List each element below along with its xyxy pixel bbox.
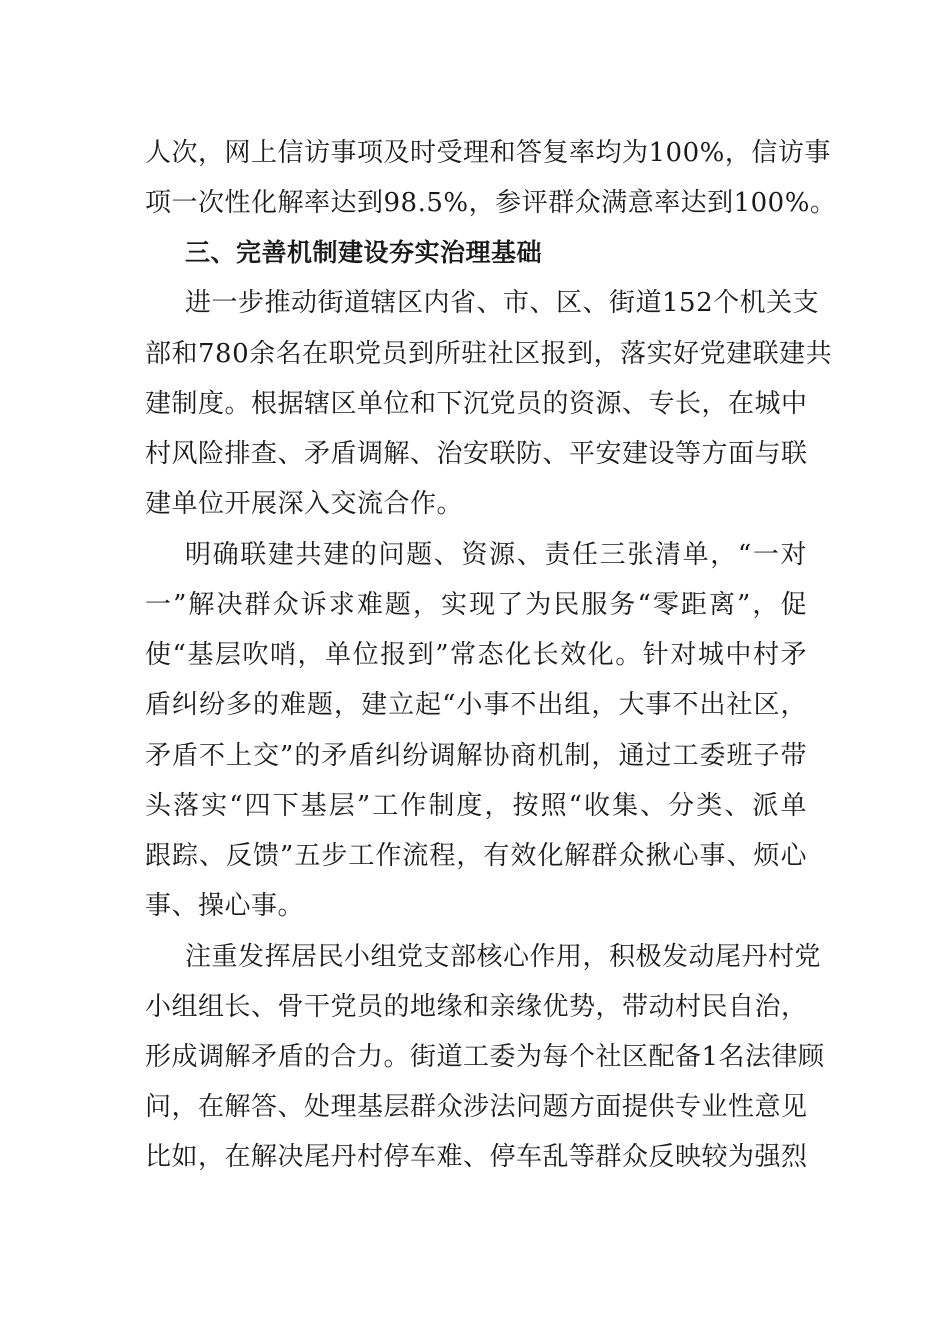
text-line: 部和780余名在职党员到所驻社区报到，落实好党建联建共 [145, 339, 833, 369]
text-line: 小组组长、骨干党员的地缘和亲缘优势，带动村民自治， [145, 992, 808, 1022]
text-line: 村风险排查、矛盾调解、治安联防、平安建设等方面与联 [145, 439, 808, 469]
text-line: 注重发挥居民小组党支部核心作用，积极发动尾丹村党 [185, 942, 822, 972]
text-line: 盾纠纷多的难题，建立起“小事不出组，大事不出社区， [145, 690, 807, 720]
text-line: 建制度。根据辖区单位和下沉党员的资源、专长，在城中 [145, 389, 808, 419]
text-line: 使“基层吹哨，单位报到”常态化长效化。针对城中村矛 [145, 640, 807, 670]
text-line: 一”解决群众诉求难题，实现了为民服务“零距离”，促 [145, 590, 807, 620]
text-line: 跟踪、反馈”五步工作流程，有效化解群众揪心事、烦心 [145, 841, 807, 871]
text-line: 比如，在解决尾丹村停车难、停车乱等群众反映较为强烈 [145, 1142, 808, 1172]
text-line: 事、操心事。 [145, 891, 305, 921]
text-line: 建单位开展深入交流合作。 [145, 489, 464, 519]
text-line: 问，在解答、处理基层群众涉法问题方面提供专业性意见 [145, 1092, 808, 1122]
text-line: 项一次性化解率达到98.5%，参评群众满意率达到100%。 [145, 188, 837, 218]
text-line: 头落实“四下基层”工作制度，按照“收集、分类、派单 [145, 791, 807, 821]
text-line: 矛盾不上交”的矛盾纠纷调解协商机制，通过工委班子带 [145, 741, 807, 771]
text-line: 进一步推动街道辖区内省、市、区、街道152个机关支 [185, 288, 820, 318]
text-line: 形成调解矛盾的合力。街道工委为每个社区配备1名法律顾 [145, 1042, 825, 1072]
text-line: 人次，网上信访事项及时受理和答复率均为100%，信访事 [145, 138, 831, 168]
text-line: 明确联建共建的问题、资源、责任三张清单，“一对 [185, 540, 807, 570]
section-heading: 三、完善机制建设夯实治理基础 [185, 238, 543, 267]
